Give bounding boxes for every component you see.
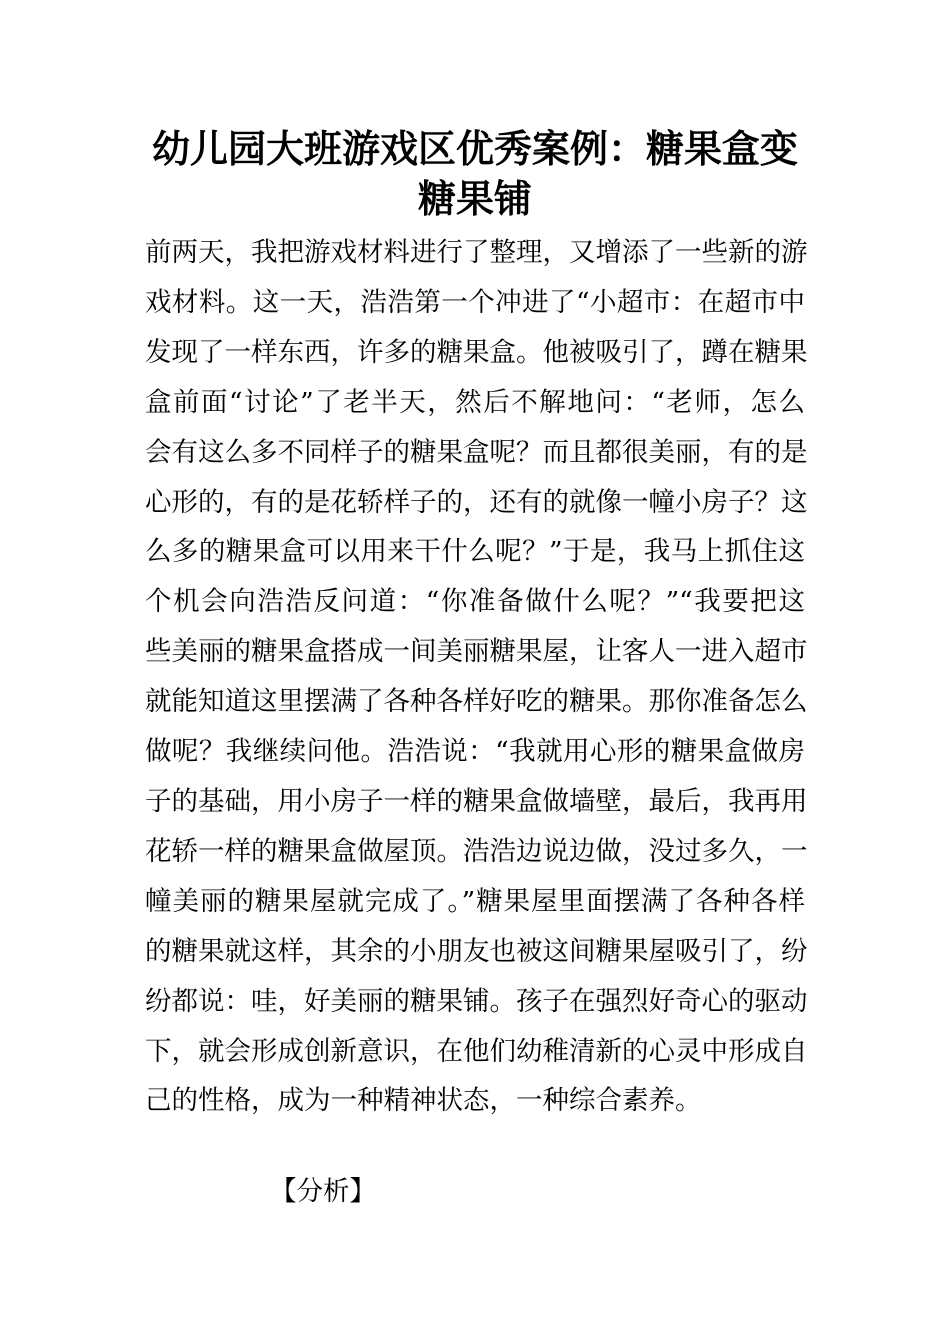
paragraph-line: 心形的，有的是花轿样子的，还有的就像一幢小房子？这 [145, 486, 808, 518]
paragraph-line: 个机会向浩浩反问道：“你准备做什么呢？”“我要把这 [145, 586, 805, 618]
title-line-2: 糖果铺 [417, 177, 532, 221]
paragraph-line: 做呢？我继续问他。浩浩说：“我就用心形的糖果盒做房 [145, 736, 805, 768]
paragraph-line: 纷都说：哇，好美丽的糖果铺。孩子在强烈好奇心的驱动 [145, 985, 808, 1017]
paragraph-line: 下，就会形成创新意识，在他们幼稚清新的心灵中形成自 [145, 1035, 808, 1067]
paragraph-line: 么多的糖果盒可以用来干什么呢？”于是，我马上抓住这 [145, 536, 805, 568]
paragraph-line: 会有这么多不同样子的糖果盒呢？而且都很美丽，有的是 [145, 436, 808, 468]
document-title [120, 124, 830, 224]
paragraph-line: 幢美丽的糖果屋就完成了。”糖果屋里面摆满了各种各样 [145, 885, 805, 917]
paragraph-line: 就能知道这里摆满了各种各样好吃的糖果。那你准备怎么 [145, 686, 808, 718]
paragraph-line: 发现了一样东西，许多的糖果盒。他被吸引了，蹲在糖果 [145, 336, 808, 368]
paragraph-line: 的糖果就这样，其余的小朋友也被这间糖果屋吸引了，纷 [145, 935, 808, 967]
paragraph-line: 前两天，我把游戏材料进行了整理，又增添了一些新的游 [145, 237, 808, 268]
paragraph-line: 己的性格，成为一种精神状态，一种综合素养。 [145, 1085, 702, 1117]
body-paragraph [145, 228, 808, 1126]
section-heading-analysis: 【分析】 [270, 1176, 376, 1207]
paragraph-line: 戏材料。这一天，浩浩第一个冲进了“小超市：在超市中 [145, 286, 805, 318]
paragraph-line: 子的基础，用小房子一样的糖果盒做墙壁，最后，我再用 [145, 785, 808, 817]
title-line-1: 幼儿园大班游戏区优秀案例：糖果盒变 [151, 127, 798, 171]
paragraph-line: 花轿一样的糖果盒做屋顶。浩浩边说边做，没过多久，一 [145, 835, 808, 867]
paragraph-line: 些美丽的糖果盒搭成一间美丽糖果屋，让客人一进入超市 [145, 636, 808, 668]
paragraph-line: 盒前面“讨论”了老半天，然后不解地问：“老师，怎么 [145, 386, 805, 418]
